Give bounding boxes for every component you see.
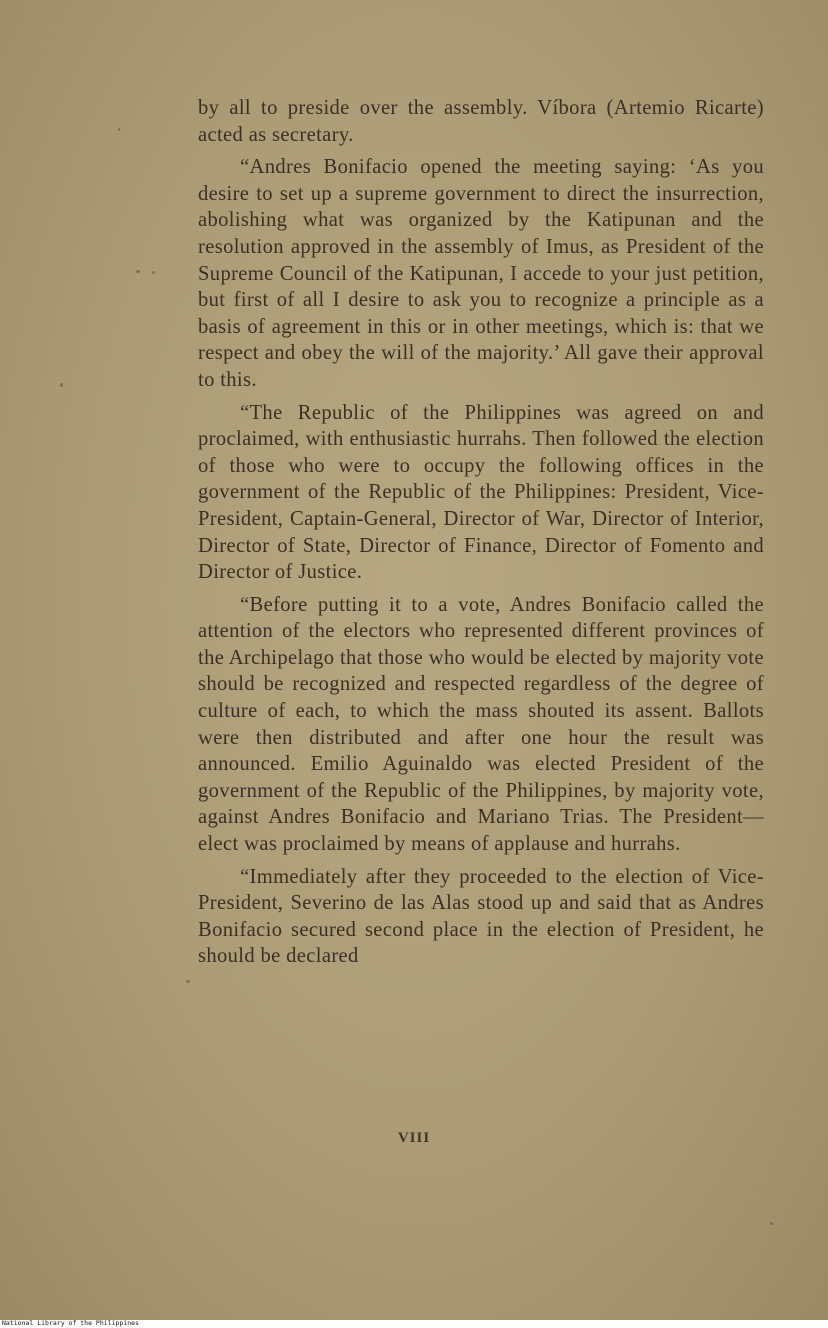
paragraph: “The Republic of the Philippines was agreed on and proclaimed, with enthusiastic hurrahs. Then followed the election of those who were to occupy the following offices in the government of the Republic of the Philippines: President, Vice-President, Captain-General, Director of War, Director of Interior, Director of State, Director of Finance, Director of Fomento and Director of Justice. bbox=[198, 401, 764, 584]
page-number: VIII bbox=[397, 1130, 431, 1146]
margin-speck bbox=[152, 271, 155, 274]
margin-speck bbox=[136, 270, 140, 273]
margin-speck bbox=[186, 980, 190, 983]
margin-speck bbox=[118, 128, 120, 131]
library-credit: National Library of the Philippines bbox=[2, 1319, 139, 1327]
paragraph: “Immediately after they proceeded to the election of Vice-President, Severino de las Alas stood up and said that as Andres Bonifacio secured second place in the election of President, he should be declared bbox=[198, 865, 764, 968]
body-text bbox=[198, 95, 764, 970]
paragraph: “Andres Bonifacio opened the meeting saying: ‘As you desire to set up a supreme government to direct the insurrection, abolishing what was organized by the Katipunan and the resolution approved in the assembly of Imus, as President of the Supreme Council of the Katipunan, I accede to your just petition, but first of all I desire to ask you to recognize a principle as a basis of agreement in this or in other meetings, which is: that we respect and obey the will of the majority.’ All gave their approval to this. bbox=[198, 156, 764, 391]
margin-speck bbox=[60, 383, 63, 387]
paragraph: by all to preside over the assembly. Víbora (Artemio Ricarte) acted as secretary. bbox=[198, 97, 764, 146]
margin-speck bbox=[770, 1222, 773, 1225]
paragraph: “Before putting it to a vote, Andres Bonifacio called the attention of the electors who represented different provinces of the Archipelago that those who would be elected by majority vote should be recognized and respected regardless of the degree of culture of each, to which the mass shouted its assent. Ballots were then distributed and after one hour the result was announced. Emilio Aguinaldo was elected President of the government of the Republic of the Philippines, by majority vote, against Andres Bonifacio and Mariano Trias. The President—elect was proclaimed by means of applause and hurrahs. bbox=[198, 593, 764, 856]
